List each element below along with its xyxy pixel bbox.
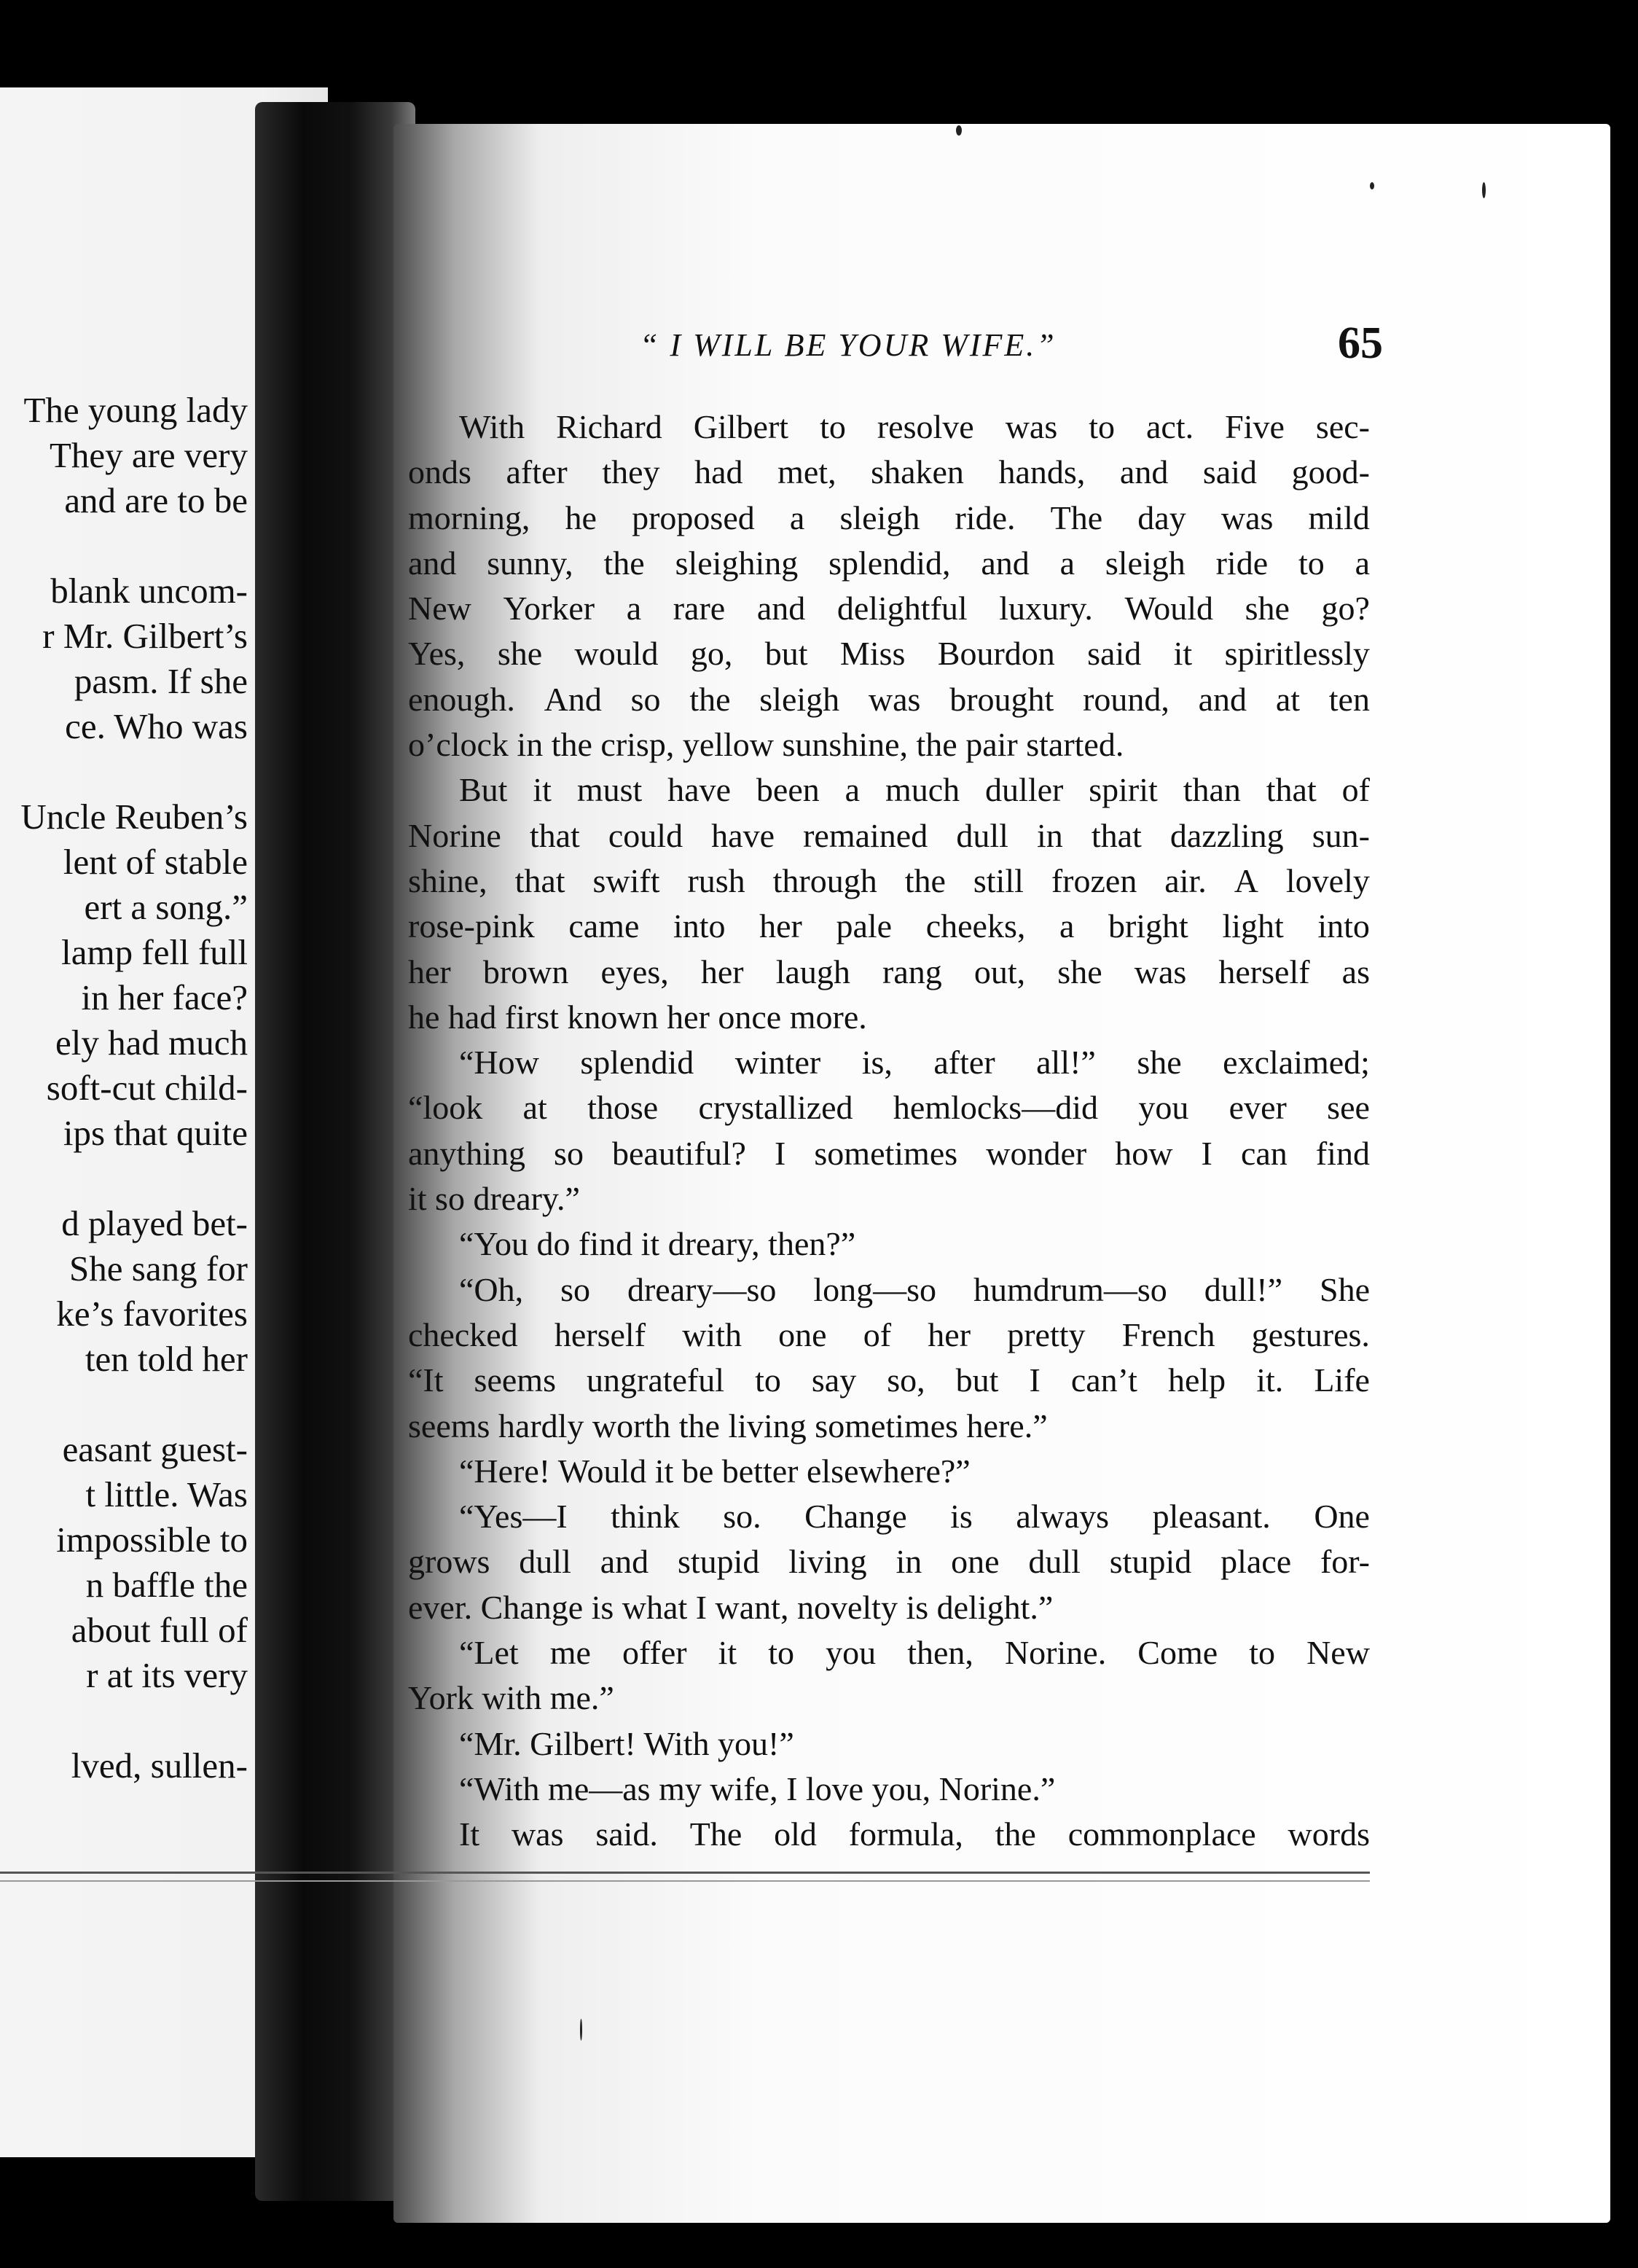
- word: can’t: [1070, 1361, 1137, 1399]
- word: herself: [554, 1315, 646, 1353]
- word: as: [1341, 953, 1370, 990]
- word: The: [689, 1815, 742, 1853]
- word: one: [778, 1315, 827, 1353]
- word: the: [995, 1815, 1036, 1853]
- word: lovely: [1285, 861, 1370, 899]
- text-line: [408, 1131, 1370, 1176]
- text-line: [408, 450, 1370, 495]
- word: she: [497, 635, 543, 673]
- word: a: [845, 771, 861, 809]
- word: her: [759, 907, 802, 945]
- word: was: [511, 1815, 564, 1853]
- print-speck: [1482, 182, 1486, 198]
- running-head: “ I WILL BE YOUR WIFE.”: [640, 327, 1057, 363]
- word: see: [1327, 1089, 1370, 1127]
- word: a: [789, 498, 805, 536]
- word: mild: [1308, 498, 1370, 536]
- text-line: “You do find it dreary, then?”: [459, 1225, 856, 1263]
- left-line: ce. Who was: [65, 706, 248, 746]
- left-line: pasm. If she: [74, 661, 248, 701]
- word: ride.: [955, 498, 1016, 536]
- word: have: [667, 771, 732, 809]
- word: have: [711, 816, 775, 854]
- word: It: [459, 1815, 480, 1853]
- word: splendid,: [828, 544, 951, 582]
- word: said.: [595, 1815, 658, 1853]
- text-line: [408, 631, 1370, 676]
- text-line: “With me—as my wife, I love you, Norine.”: [459, 1770, 1056, 1807]
- book-gutter: [255, 102, 415, 2201]
- word: shaken: [871, 453, 964, 491]
- word: “Oh,: [459, 1270, 524, 1308]
- word: brought: [949, 680, 1054, 718]
- word: laugh: [775, 953, 850, 990]
- word: so: [554, 1134, 584, 1172]
- word: those: [587, 1089, 659, 1127]
- word: to: [1298, 544, 1325, 582]
- word: been: [756, 771, 820, 809]
- word: was: [868, 680, 921, 718]
- word: dull: [1028, 1543, 1081, 1581]
- word: would: [574, 635, 659, 673]
- word: is,: [861, 1044, 893, 1082]
- word: humdrum—so: [973, 1270, 1167, 1308]
- word: came: [568, 907, 640, 945]
- text-line: it so dreary.”: [408, 1180, 580, 1218]
- word: onds: [408, 453, 471, 491]
- left-line: ips that quite: [63, 1113, 248, 1153]
- word: proposed: [632, 498, 755, 536]
- word: living: [788, 1543, 867, 1581]
- word: gestures.: [1251, 1315, 1370, 1353]
- word: of: [1341, 771, 1370, 809]
- text-line: [408, 1630, 1370, 1675]
- word: it: [718, 1634, 737, 1672]
- word: grows: [408, 1543, 490, 1581]
- word: round,: [1083, 680, 1169, 718]
- text-line: [408, 1358, 1370, 1403]
- text-line: York with me.”: [408, 1679, 614, 1717]
- print-speck: [580, 2019, 582, 2041]
- word: bright: [1108, 907, 1188, 945]
- text-line: [408, 1494, 1370, 1539]
- word: it: [533, 771, 552, 809]
- word: French: [1121, 1315, 1215, 1353]
- left-line: n baffle the: [85, 1565, 248, 1605]
- word: hemlocks—did: [893, 1089, 1098, 1127]
- word: can: [1240, 1134, 1288, 1172]
- left-line: in her face?: [81, 977, 248, 1017]
- word: was: [1134, 953, 1187, 990]
- text-line: [408, 404, 1370, 450]
- left-line: lent of stable: [63, 842, 248, 882]
- word: was: [1220, 498, 1274, 536]
- word: and: [756, 590, 806, 627]
- word: spirit: [1089, 771, 1158, 809]
- word: to: [1089, 408, 1116, 445]
- word: me: [549, 1634, 591, 1672]
- left-line: She sang for: [69, 1248, 248, 1289]
- word: find: [1315, 1134, 1370, 1172]
- word: Miss: [839, 635, 906, 673]
- word: it: [1173, 635, 1193, 673]
- left-line: r Mr. Gilbert’s: [42, 616, 248, 656]
- word: exclaimed;: [1223, 1044, 1370, 1082]
- word: herself: [1218, 953, 1310, 990]
- word: resolve: [877, 408, 974, 445]
- word: Five: [1225, 408, 1285, 445]
- word: that: [1091, 816, 1142, 854]
- word: sleigh: [1105, 544, 1186, 582]
- left-line: Uncle Reuben’s: [20, 797, 248, 837]
- left-line: and are to be: [64, 480, 248, 520]
- word: “Yes—I: [459, 1498, 568, 1536]
- word: the: [689, 680, 731, 718]
- word: she: [1245, 590, 1290, 627]
- word: checked: [408, 1315, 518, 1353]
- text-line: [408, 813, 1370, 859]
- word: anything: [408, 1134, 525, 1172]
- word: dazzling: [1169, 816, 1284, 854]
- word: place: [1220, 1543, 1292, 1581]
- word: and: [1119, 453, 1169, 491]
- word: Yorker: [503, 590, 595, 627]
- word: Come: [1137, 1634, 1218, 1672]
- left-line: ely had much: [55, 1022, 248, 1063]
- word: commonplace: [1067, 1815, 1256, 1853]
- word: brown: [482, 953, 569, 990]
- left-line: impossible to: [56, 1520, 248, 1560]
- left-line: ke’s favorites: [56, 1294, 248, 1334]
- word: in: [896, 1543, 922, 1581]
- word: so: [630, 680, 661, 718]
- word: so,: [887, 1361, 925, 1399]
- word: than: [1183, 771, 1241, 809]
- text-line: [408, 950, 1370, 995]
- word: pale: [836, 907, 893, 945]
- left-line: easant guest-: [62, 1429, 248, 1469]
- word: said: [1202, 453, 1258, 491]
- word: of: [863, 1315, 892, 1353]
- word: go?: [1321, 590, 1370, 627]
- word: “It: [408, 1361, 444, 1399]
- word: think: [611, 1498, 680, 1536]
- word: sleighing: [675, 544, 799, 582]
- word: act.: [1146, 408, 1194, 445]
- text-line: [408, 1040, 1370, 1085]
- word: The: [1050, 498, 1103, 536]
- text-line: [408, 1539, 1370, 1584]
- left-line: about full of: [71, 1610, 248, 1650]
- word: she: [1137, 1044, 1182, 1082]
- word: pleasant.: [1152, 1498, 1271, 1536]
- print-speck: [1370, 182, 1374, 189]
- text-line: [408, 1313, 1370, 1358]
- word: dull: [519, 1543, 571, 1581]
- word: sun-: [1312, 816, 1370, 854]
- word: that: [514, 861, 565, 899]
- word: they: [602, 453, 660, 491]
- word: rose-pink: [408, 907, 535, 945]
- word: at: [522, 1089, 547, 1127]
- word: her: [408, 953, 451, 990]
- word: after: [506, 453, 568, 491]
- word: help: [1167, 1361, 1226, 1399]
- word: She: [1320, 1270, 1370, 1308]
- word: “How: [459, 1044, 539, 1082]
- word: Change: [804, 1498, 907, 1536]
- word: rare: [673, 590, 726, 627]
- word: so: [560, 1270, 591, 1308]
- word: he: [565, 498, 597, 536]
- word: morning,: [408, 498, 530, 536]
- word: frozen: [1051, 861, 1137, 899]
- word: and: [981, 544, 1030, 582]
- word: long—so: [813, 1270, 937, 1308]
- word: and: [1198, 680, 1247, 718]
- word: I: [1201, 1134, 1212, 1172]
- word: but: [955, 1361, 999, 1399]
- word: met,: [777, 453, 836, 491]
- word: day: [1137, 498, 1186, 536]
- word: the: [603, 544, 645, 582]
- word: stupid: [1109, 1543, 1192, 1581]
- word: is: [950, 1498, 973, 1536]
- word: I: [775, 1134, 786, 1172]
- word: but: [764, 635, 808, 673]
- word: so.: [723, 1498, 761, 1536]
- page-bottom-rule: [0, 1872, 1370, 1874]
- word: that: [529, 816, 580, 854]
- word: stupid: [677, 1543, 760, 1581]
- text-line: [408, 541, 1370, 586]
- word: to: [820, 408, 846, 445]
- word: Gilbert: [693, 408, 789, 445]
- word: rang: [882, 953, 942, 990]
- left-line: They are very: [49, 435, 248, 475]
- word: to: [755, 1361, 781, 1399]
- word: a: [626, 590, 642, 627]
- word: her: [928, 1315, 971, 1353]
- word: shine,: [408, 861, 487, 899]
- word: crystallized: [698, 1089, 853, 1127]
- word: One: [1314, 1498, 1370, 1536]
- text-line: [408, 767, 1370, 813]
- word: duller: [985, 771, 1064, 809]
- left-line: d played bet-: [61, 1203, 248, 1243]
- word: With: [459, 408, 525, 445]
- text-line: [408, 1085, 1370, 1130]
- text-line: [408, 1812, 1370, 1857]
- word: say: [811, 1361, 857, 1399]
- word: into: [1317, 907, 1370, 945]
- word: in: [1036, 816, 1063, 854]
- word: And: [544, 680, 602, 718]
- left-line: soft-cut child-: [46, 1068, 248, 1108]
- word: beautiful?: [612, 1134, 746, 1172]
- word: “look: [408, 1089, 483, 1127]
- word: New: [1306, 1634, 1370, 1672]
- left-line: t little. Was: [85, 1474, 248, 1514]
- word: had: [694, 453, 743, 491]
- word: that: [1266, 771, 1317, 809]
- word: a: [1059, 544, 1075, 582]
- word: all!”: [1036, 1044, 1096, 1082]
- word: winter: [734, 1044, 821, 1082]
- word: her: [700, 953, 744, 990]
- word: words: [1288, 1815, 1370, 1853]
- text-line: he had first known her once more.: [408, 998, 867, 1036]
- word: and: [600, 1543, 649, 1581]
- word: a: [1059, 907, 1075, 945]
- word: offer: [622, 1634, 687, 1672]
- word: delightful: [836, 590, 968, 627]
- word: sleigh: [759, 680, 840, 718]
- word: Norine: [408, 816, 501, 854]
- page-body: [408, 404, 1370, 1858]
- word: one: [951, 1543, 1000, 1581]
- word: Life: [1314, 1361, 1370, 1399]
- word: dull: [956, 816, 1008, 854]
- word: at: [1275, 680, 1301, 718]
- word: But: [459, 771, 508, 809]
- word: sleigh: [839, 498, 920, 536]
- word: must: [576, 771, 643, 809]
- word: Richard: [556, 408, 662, 445]
- word: A: [1234, 861, 1258, 899]
- word: was: [1005, 408, 1058, 445]
- text-line: ever. Change is what I want, novelty is delight.”: [408, 1588, 1054, 1626]
- left-line: lved, sullen-: [71, 1745, 248, 1786]
- word: rush: [687, 861, 745, 899]
- text-line: [408, 677, 1370, 722]
- word: Norine.: [1004, 1634, 1107, 1672]
- word: Bourdon: [937, 635, 1055, 673]
- word: sunny,: [487, 544, 573, 582]
- word: seems: [474, 1361, 556, 1399]
- word: a: [1355, 544, 1370, 582]
- word: could: [608, 816, 683, 854]
- word: eyes,: [600, 953, 669, 990]
- word: said: [1087, 635, 1142, 673]
- word: sometimes: [814, 1134, 958, 1172]
- word: to: [1249, 1634, 1275, 1672]
- word: always: [1016, 1498, 1110, 1536]
- word: you: [1138, 1089, 1189, 1127]
- word: hands,: [998, 453, 1086, 491]
- word: out,: [973, 953, 1026, 990]
- word: air.: [1164, 861, 1207, 899]
- word: into: [673, 907, 726, 945]
- word: still: [973, 861, 1024, 899]
- page-number: 65: [1338, 318, 1383, 368]
- text-line: “Here! Would it be better elsewhere?”: [459, 1452, 971, 1490]
- page-bottom-rule: [0, 1880, 1370, 1882]
- word: and: [408, 544, 457, 582]
- word: ungrateful: [587, 1361, 725, 1399]
- text-line: o’clock in the crisp, yellow sunshine, the pair started.: [408, 726, 1124, 764]
- word: old: [774, 1815, 817, 1853]
- word: I: [1029, 1361, 1041, 1399]
- word: after: [933, 1044, 995, 1082]
- word: dull!”: [1204, 1270, 1283, 1308]
- word: ride: [1215, 544, 1269, 582]
- left-line: ert a song.”: [84, 887, 248, 927]
- word: light: [1222, 907, 1284, 945]
- word: splendid: [580, 1044, 694, 1082]
- word: New: [408, 590, 471, 627]
- word: cheeks,: [925, 907, 1026, 945]
- print-speck: [956, 125, 962, 136]
- word: good-: [1291, 453, 1370, 491]
- word: enough.: [408, 680, 515, 718]
- text-line: [408, 859, 1370, 904]
- word: formula,: [848, 1815, 963, 1853]
- left-line: r at its very: [86, 1655, 248, 1695]
- text-line: [408, 1267, 1370, 1313]
- word: with: [682, 1315, 742, 1353]
- word: you: [826, 1634, 877, 1672]
- left-line: blank uncom-: [50, 571, 248, 611]
- word: ever: [1228, 1089, 1287, 1127]
- word: wonder: [986, 1134, 1087, 1172]
- text-line: [408, 496, 1370, 541]
- word: much: [885, 771, 960, 809]
- word: swift: [592, 861, 660, 899]
- left-line: The young lady: [23, 390, 248, 430]
- word: then,: [907, 1634, 973, 1672]
- word: “Let: [459, 1634, 519, 1672]
- word: the: [904, 861, 946, 899]
- word: it.: [1256, 1361, 1284, 1399]
- word: remained: [803, 816, 928, 854]
- left-line: ten told her: [85, 1339, 248, 1379]
- left-line: lamp fell full: [61, 932, 248, 972]
- text-line: seems hardly worth the living sometimes here.”: [408, 1407, 1048, 1444]
- word: through: [772, 861, 877, 899]
- word: pretty: [1007, 1315, 1086, 1353]
- word: for-: [1320, 1543, 1370, 1581]
- word: ten: [1328, 680, 1370, 718]
- text-line: [408, 586, 1370, 631]
- word: dreary—so: [627, 1270, 777, 1308]
- text-line: [408, 904, 1370, 949]
- word: luxury.: [999, 590, 1093, 627]
- word: go,: [690, 635, 733, 673]
- word: sec-: [1315, 408, 1370, 445]
- text-line: “Mr. Gilbert! With you!”: [459, 1724, 794, 1762]
- word: to: [768, 1634, 795, 1672]
- word: Yes,: [408, 635, 466, 673]
- word: she: [1057, 953, 1102, 990]
- word: Would: [1124, 590, 1214, 627]
- word: spiritlessly: [1224, 635, 1370, 673]
- word: how: [1115, 1134, 1173, 1172]
